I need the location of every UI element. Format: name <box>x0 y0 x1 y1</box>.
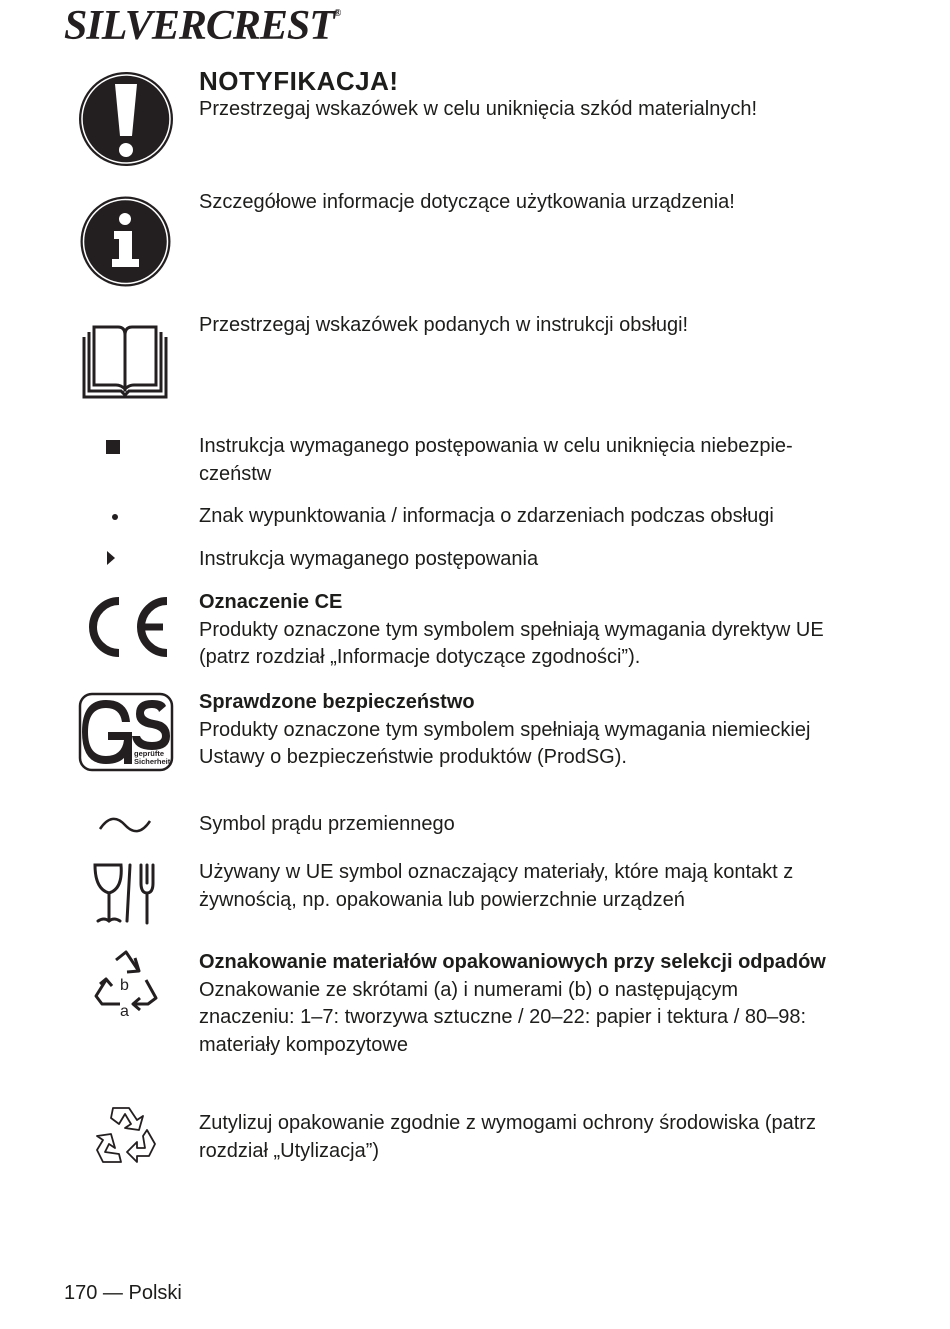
exclamation-icon <box>77 70 175 168</box>
recycle-code-a: a <box>120 1003 129 1020</box>
notice-text: Przestrzegaj wskazówek w celu uniknięcia szkód materialnych! <box>199 98 758 120</box>
recycle-icon <box>93 1104 159 1166</box>
gs-title: Sprawdzone bezpieczeństwo <box>199 691 475 713</box>
arrow-item-text: Instrukcja wymaganego postępowania <box>199 548 539 570</box>
ac-text: Symbol prądu przemiennego <box>199 813 455 835</box>
recycle-text: Zutylizuj opakowanie zgodnie z wymogami ochrony środowiska (patrz rozdział „Utylizacja”) <box>199 1112 816 1162</box>
gs-block <box>199 689 839 772</box>
manual-text: Przestrzegaj wskazówek podanych w instrukcji obsługi! <box>199 314 689 336</box>
page-footer: 170 — Polski <box>64 1282 182 1304</box>
recycle-code-block <box>199 949 839 1059</box>
square-bullet-icon <box>106 440 120 454</box>
dot-bullet-icon <box>112 514 118 520</box>
info-text: Szczegółowe informacje dotyczące użytkowania urządzenia! <box>199 191 735 213</box>
triangle-bullet-icon <box>107 551 115 565</box>
notice-block <box>199 66 839 124</box>
gs-safety-icon <box>78 692 174 772</box>
info-icon <box>79 195 172 288</box>
notice-heading: NOTYFIKACJA! <box>199 66 399 96</box>
ce-block <box>199 589 839 672</box>
ce-mark-icon <box>79 595 172 659</box>
bullet-item-text: Znak wypunktowania / informacja o zdarzeniach podczas obsługi <box>199 505 774 527</box>
recycle-code-text: Oznakowanie ze skrótami (a) i numerami (b) o następującym znaczeniu: 1–7: tworzywa sztuczne / 20–22: papier i tektura / 80–98: materiały kompozytowe <box>199 978 807 1056</box>
food-text: Używany w UE symbol oznaczający materiały, które mają kontakt z żywnością, np. opakowania lub powierzchnie urządzeń <box>199 861 794 911</box>
brand-logo: SILVERCREST® <box>64 3 341 49</box>
alternating-current-icon <box>98 815 152 835</box>
recycle-code-b: b <box>120 977 129 994</box>
recycle-code-title: Oznakowanie materiałów opakowaniowych przy selekcji odpadów <box>199 951 826 973</box>
food-contact-icon <box>92 861 158 927</box>
square-item-text: Instrukcja wymaganego postępowania w celu uniknięcia niebezpie-czeństw <box>199 435 793 485</box>
book-icon <box>80 323 170 401</box>
ce-text: Produkty oznaczone tym symbolem spełniają wymagania dyrektyw UE (patrz rozdział „Informacje dotyczące zgodności”). <box>199 618 824 668</box>
ce-title: Oznaczenie CE <box>199 591 343 613</box>
gs-icon-line2: Sicherheit <box>134 757 171 766</box>
gs-text: Produkty oznaczone tym symbolem spełniają wymagania niemieckiej Ustawy o bezpieczeństwie produktów (ProdSG). <box>199 718 811 768</box>
recycling-code-icon <box>94 950 158 1020</box>
gs-icon-line1: geprüfte <box>134 749 164 758</box>
